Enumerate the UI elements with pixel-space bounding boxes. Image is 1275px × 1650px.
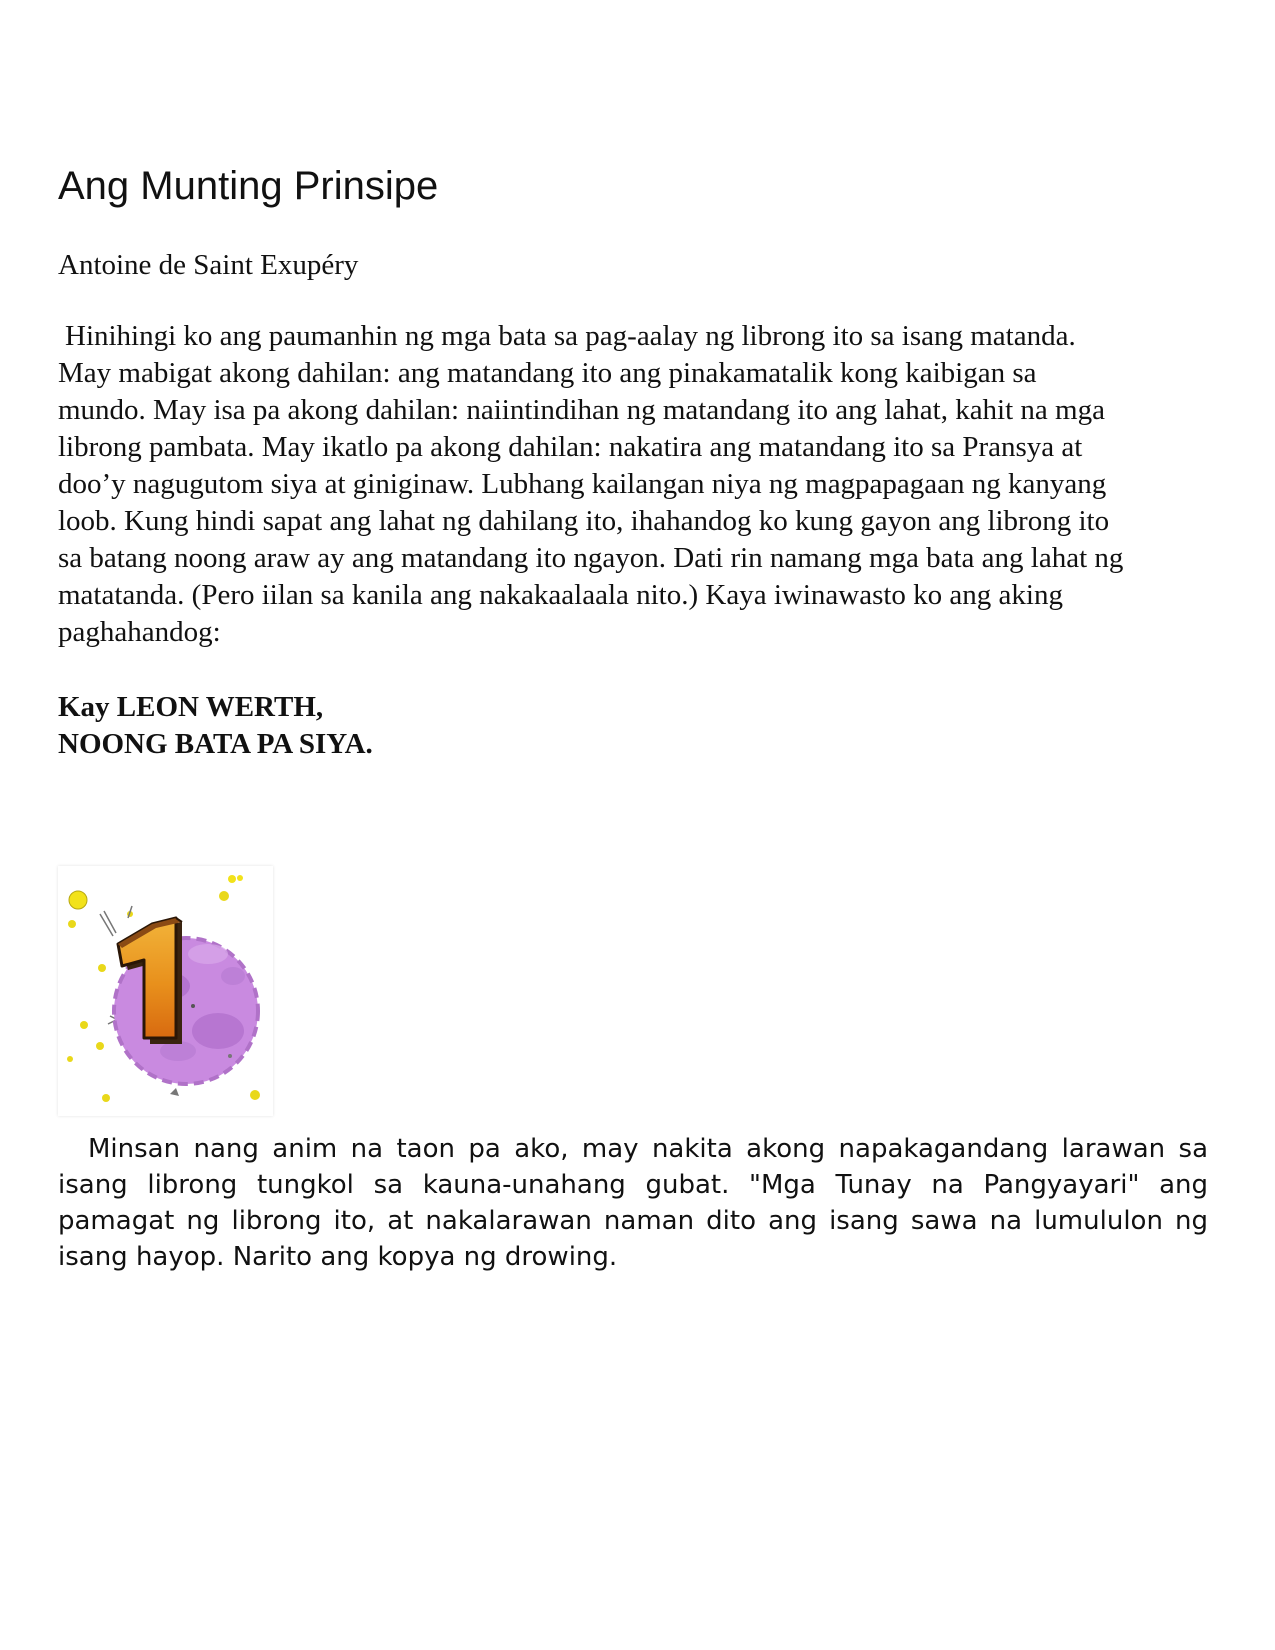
dedication-line: doo’y nagugutom siya at giniginaw. Lubhang kailangan niya ng magpapagaan ng kanyang	[58, 468, 1107, 500]
dedication-line: Hinihingi ko ang paumanhin ng mga bata sa pag-aalay ng librong ito sa isang matanda.	[65, 320, 1076, 352]
recipient-line: NOONG BATA PA SIYA.	[58, 728, 373, 760]
chapter-paragraph	[58, 1131, 1208, 1275]
dedication-line: May mabigat akong dahilan: ang matandang ito ang pinakamatalik kong kaibigan sa	[58, 357, 1037, 389]
chapter-text-line: isang librong tungkol sa kauna-unahang gubat. "Mga Tunay na Pangyayari" ang	[58, 1170, 1208, 1200]
dedication-line: librong pambata. May ikatlo pa akong dahilan: nakatira ang matandang ito sa Pransya at	[58, 431, 1083, 463]
document-page	[58, 0, 1208, 1650]
dedication-paragraph	[58, 318, 1208, 651]
author-name: Antoine de Saint Exupéry	[58, 249, 359, 281]
chapter-text-line: pamagat ng librong ito, at nakalarawan naman dito ang isang sawa na lumululon ng	[58, 1206, 1208, 1236]
chapter-text-line: Minsan nang anim na taon pa ako, may nakita akong napakagandang larawan sa	[88, 1134, 1208, 1164]
page-title: Ang Munting Prinsipe	[58, 164, 439, 208]
chapter-one-planet-icon	[58, 866, 273, 1116]
dedication-line: sa batang noong araw ay ang matandang ito ngayon. Dati rin namang mga bata ang lahat ng	[58, 542, 1124, 574]
dedication-line: mundo. May isa pa akong dahilan: naiintindihan ng matandang ito ang lahat, kahit na mga	[58, 394, 1105, 426]
recipient-line: Kay LEON WERTH,	[58, 691, 324, 723]
dedication-recipient	[58, 689, 373, 763]
dedication-line: paghahandog:	[58, 616, 221, 648]
chapter-text-line: isang hayop. Narito ang kopya ng drowing.	[58, 1242, 618, 1272]
dedication-line: matatanda. (Pero iilan sa kanila ang nakakaalaala nito.) Kaya iwinawasto ko ang aking	[58, 579, 1063, 611]
dedication-line: loob. Kung hindi sapat ang lahat ng dahilang ito, ihahandog ko kung gayon ang librong ito	[58, 505, 1110, 537]
